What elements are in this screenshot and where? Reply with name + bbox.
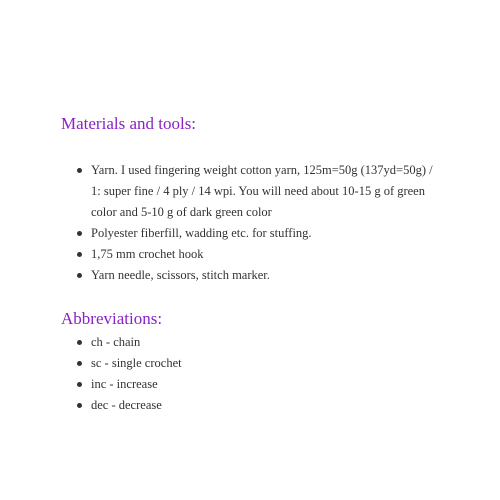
list-item: [91, 395, 391, 416]
list-item: [91, 374, 391, 395]
list-item: [91, 353, 391, 374]
list-item-text: Yarn needle, scissors, stitch marker.: [91, 268, 270, 282]
abbreviations-list: [91, 332, 391, 416]
list-item: [91, 160, 441, 223]
bullet-icon: [77, 340, 82, 345]
bullet-icon: [77, 403, 82, 408]
list-item: [91, 332, 391, 353]
bullet-icon: [77, 382, 82, 387]
bullet-icon: [77, 273, 82, 278]
bullet-icon: [77, 252, 82, 257]
list-item-text: sc - single crochet: [91, 356, 182, 370]
list-item-text: ch - chain: [91, 335, 141, 349]
list-item-text: dec - decrease: [91, 398, 162, 412]
list-item-text: 1,75 mm crochet hook: [91, 247, 204, 261]
list-item-text: Yarn. I used fingering weight cotton yarn, 125m=50g (137yd=50g) / 1: super fine / 4 ply / 14 wpi. You will need about 10-15 g of green color and 5-10 g of dark green color: [91, 163, 433, 219]
list-item-text: inc - increase: [91, 377, 158, 391]
list-item: [91, 265, 441, 286]
list-item: [91, 244, 441, 265]
materials-list: [91, 160, 441, 286]
bullet-icon: [77, 231, 82, 236]
bullet-icon: [77, 361, 82, 366]
bullet-icon: [77, 168, 82, 173]
list-item-text: Polyester fiberfill, wadding etc. for stuffing.: [91, 226, 312, 240]
abbreviations-heading: Abbreviations:: [61, 309, 163, 328]
materials-heading: Materials and tools:: [61, 114, 197, 133]
list-item: [91, 223, 441, 244]
